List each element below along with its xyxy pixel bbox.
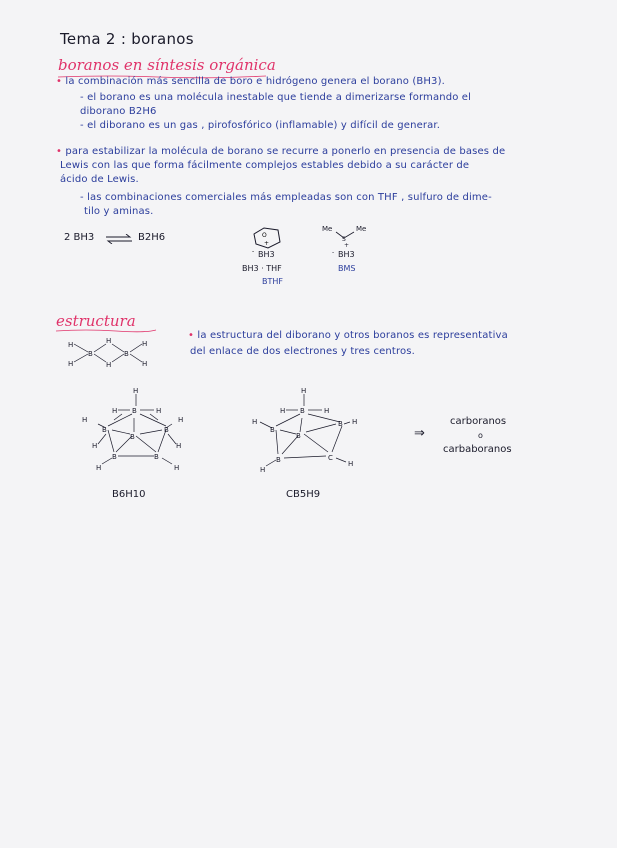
bullet-2-line2: Lewis con las que forma fácilmente complejos estables debido a su carácter de [60,160,470,171]
bullet-dot: • [56,146,63,157]
bullet-2-line1 [56,146,505,157]
b6h10-h: H [92,442,98,450]
result-conjunction: o [478,431,483,440]
bullet-1-sub1a: - el borano es una molécula inestable que tiende a dimerizarse formando el [80,92,472,103]
b6h10-b: B [112,453,117,461]
bullet-1 [56,76,445,87]
b6h10-b: B [164,426,169,434]
cb5h9-b: B [338,420,343,428]
bullet-dot: • [56,76,63,87]
b6h10-b: B [102,426,107,434]
heading-sintesis: boranos en síntesis orgánica [58,56,276,74]
cb5h9-b: B [276,456,281,464]
bullet-1-sub1b: diborano B2H6 [80,106,157,117]
estructura-bullet-line2: del enlace de dos electrones y tres centros. [190,346,415,357]
b6h10-h: H [133,387,139,395]
bullet-2-line3: ácido de Lewis. [60,174,139,185]
b6h10-formula: B6H10 [112,489,146,500]
implies-arrow-icon: ⇒ [414,426,425,441]
cb5h9-formula: CB5H9 [286,489,321,500]
cb5h9-h: H [352,418,358,426]
thf-charge-neg: - [252,248,255,255]
thf-label: BH3 · THF [242,264,282,273]
bms-sulfur: S [342,236,346,243]
cb5h9-h: H [280,407,286,415]
thf-charge-pos: + [264,240,270,247]
bullet-2-line1-text: para estabilizar la molécula de borano se recurre a ponerlo en presencia de bases de [65,146,506,157]
bullet-dot: • [188,330,195,341]
estructura-bullet-line1-text: la estructura del diborano y otros boranos es representativa [197,330,508,341]
diborane-structure [60,334,160,374]
cb5h9-c: C [328,454,333,462]
diborane-h: H [106,361,112,369]
b6h10-b: B [154,453,159,461]
diborane-h: H [142,340,148,348]
b6h10-structure [78,384,198,480]
heading-estructura: estructura [56,312,136,330]
thf-bh3: BH3 [258,250,275,259]
estructura-bullet-line1 [188,330,508,341]
equation-right: B2H6 [138,232,166,243]
b6h10-h: H [176,442,182,450]
bms-me-left: Me [322,225,333,233]
bullet-1-sub2: - el diborano es un gas , pirofosfórico (inflamable) y difícil de generar. [80,120,441,131]
bullet-1-text: la combinación más sencilla de boro e hidrógeno genera el borano (BH3). [65,76,445,87]
b6h10-h: H [82,416,88,424]
cb5h9-h: H [260,466,266,474]
b6h10-h: H [112,407,118,415]
result-carboranos: carboranos [450,416,507,427]
b6h10-h: H [96,464,102,472]
b6h10-h: H [156,407,162,415]
diborane-h: H [68,360,74,368]
bms-me-right: Me [356,225,367,233]
diborane-h: H [106,337,112,345]
diborane-h: H [68,341,74,349]
b6h10-b: B [132,407,137,415]
cb5h9-h: H [252,418,258,426]
cb5h9-b: B [296,432,301,440]
bthf-label: BTHF [262,277,283,286]
cb5h9-h: H [301,387,307,395]
b6h10-h: H [174,464,180,472]
bms-charge-neg: - [332,249,335,256]
b6h10-h: H [178,416,184,424]
diborane-h: H [142,360,148,368]
cb5h9-b: B [300,407,305,415]
page-title: Tema 2 : boranos [60,30,194,48]
result-carbaboranos: carbaboranos [443,444,512,455]
cb5h9-b: B [270,426,275,434]
bullet-2-sub2: tilo y aminas. [84,206,154,217]
cb5h9-structure [246,384,366,480]
b6h10-b: B [130,433,135,441]
cb5h9-h: H [348,460,354,468]
bms-label: BMS [338,264,356,273]
diborane-b: B [88,350,93,358]
bms-charge-pos: + [344,242,350,249]
thf-oxygen: O [262,232,267,239]
equilibrium-arrow-icon [104,234,134,244]
diborane-b: B [124,350,129,358]
cb5h9-h: H [324,407,330,415]
bms-bh3: BH3 [338,250,355,259]
bullet-2-sub1: - las combinaciones comerciales más empleadas son con THF , sulfuro de dime- [80,192,492,203]
equation-left: 2 BH3 [64,232,95,243]
